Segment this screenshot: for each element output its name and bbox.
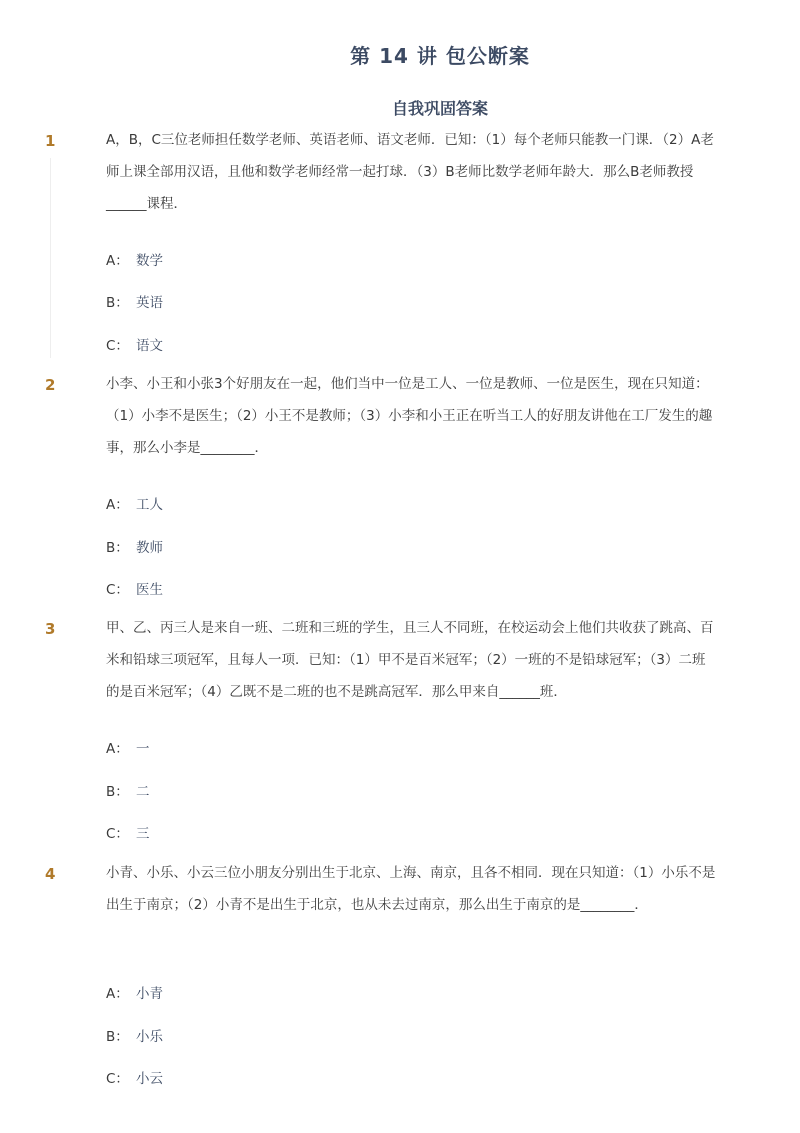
- option-key: B：: [106, 784, 129, 800]
- question-number: 2: [45, 376, 56, 394]
- question-number: 1: [45, 132, 56, 150]
- option-a[interactable]: [106, 982, 163, 1002]
- option-key: B：: [106, 1029, 129, 1045]
- option-key: A：: [106, 741, 129, 757]
- option-value: 语文: [136, 338, 163, 354]
- option-value: 医生: [136, 582, 163, 598]
- option-b[interactable]: [106, 536, 163, 556]
- option-value: 英语: [136, 295, 163, 311]
- option-c[interactable]: [106, 334, 163, 354]
- page-title: 第 14 讲 包公断案: [350, 44, 530, 68]
- question-text: 小李、小王和小张3个好朋友在一起，他们当中一位是工人、一位是教师、一位是医生，现在只知道：（1）小李不是医生；（2）小王不是教师；（3）小李和小王正在听当工人的好朋友讲他在工厂发生的趣事，那么小李是________．: [106, 376, 713, 456]
- question-2: [0, 376, 800, 606]
- question-number: 3: [45, 620, 56, 638]
- option-value: 小乐: [136, 1029, 163, 1045]
- option-c[interactable]: [106, 1067, 163, 1087]
- question-4: [0, 865, 800, 1095]
- option-b[interactable]: [106, 1025, 163, 1045]
- option-key: B：: [106, 295, 129, 311]
- option-key: B：: [106, 540, 129, 556]
- question-number: 4: [45, 865, 56, 883]
- option-value: 小青: [136, 986, 163, 1002]
- option-value: 工人: [136, 497, 163, 513]
- option-value: 教师: [136, 540, 163, 556]
- option-value: 三: [136, 826, 150, 842]
- option-a[interactable]: [106, 493, 163, 513]
- option-c[interactable]: [106, 578, 163, 598]
- divider: [50, 158, 51, 358]
- option-key: C：: [106, 1071, 129, 1087]
- question-3: [0, 620, 800, 850]
- option-b[interactable]: [106, 780, 150, 800]
- option-a[interactable]: [106, 737, 150, 757]
- option-key: C：: [106, 582, 129, 598]
- question-1: [0, 132, 800, 362]
- option-key: C：: [106, 338, 129, 354]
- option-b[interactable]: [106, 291, 163, 311]
- section-title: 自我巩固答案: [391, 99, 488, 118]
- option-value: 二: [136, 784, 150, 800]
- option-value: 小云: [136, 1071, 163, 1087]
- option-key: C：: [106, 826, 129, 842]
- option-key: A：: [106, 253, 129, 269]
- question-text: A，B，C三位老师担任数学老师、英语老师、语文老师．已知：（1）每个老师只能教一门课．（2）A老师上课全部用汉语，且他和数学老师经常一起打球．（3）B老师比数学老师年龄大．那么B老师教授______课程．: [106, 132, 714, 212]
- option-key: A：: [106, 497, 129, 513]
- question-text: 甲、乙、丙三人是来自一班、二班和三班的学生，且三人不同班，在校运动会上他们共收获了跳高、百米和铅球三项冠军，且每人一项．已知：（1）甲不是百米冠军；（2）一班的不是铅球冠军；（3）二班的是百米冠军；（4）乙既不是二班的也不是跳高冠军．那么甲来自______班．: [106, 620, 714, 700]
- option-value: 一: [136, 741, 150, 757]
- option-c[interactable]: [106, 822, 150, 842]
- option-key: A：: [106, 986, 129, 1002]
- question-text: 小青、小乐、小云三位小朋友分别出生于北京、上海、南京，且各不相同．现在只知道：（1）小乐不是出生于南京；（2）小青不是出生于北京，也从未去过南京，那么出生于南京的是________．: [106, 865, 716, 913]
- option-value: 数学: [136, 253, 163, 269]
- option-a[interactable]: [106, 249, 163, 269]
